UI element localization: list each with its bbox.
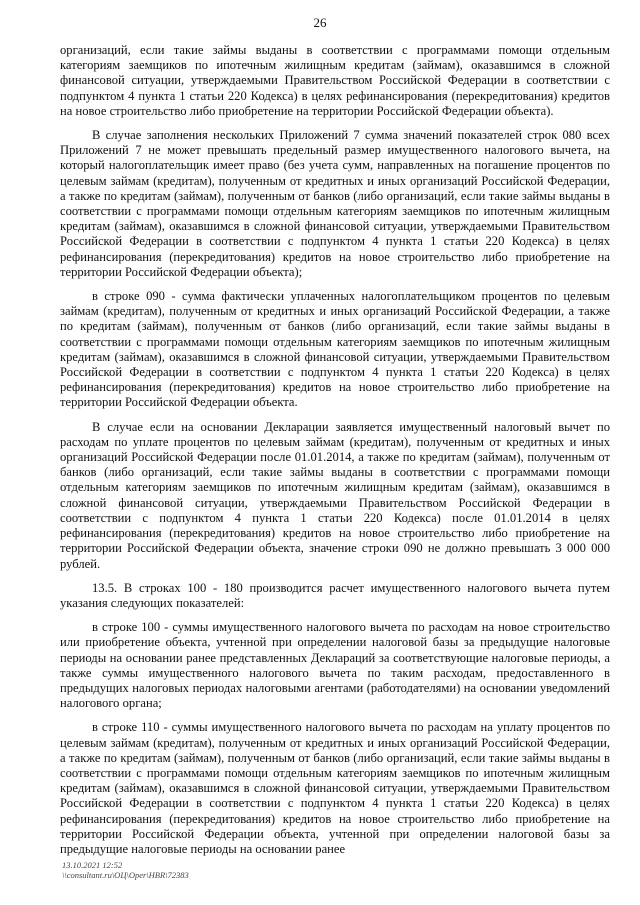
paragraph-multiple-appendices: В случае заполнения нескольких Приложений 7 сумма значений показателей строк 080 всех Приложений 7 не может превышать предельный размер имущественного налогового вычета, на который налогоплательщик имеет право (без учета сумм, направленных на погашение процентов по целевым займам (кредитам), полученным от кредитных и иных организаций Российской Федерации, а также по кредитам (займам), полученным от банков (либо организаций, если такие займы выданы в соответствии с программами помощи отдельным категориям заемщиков по ипотечным жилищным кредитам (займам), оказавшимся в сложной финансовой ситуации, утверждаемыми Правительством Российской Федерации в соответствии с подпунктом 4 пункта 1 статьи 220 Кодекса) в целях рефинансирования (перекредитования) кредитов на новое строительство либо приобретение на территории Российской Федерации объекта); — [60, 128, 610, 279]
paragraph-line-100: в строке 100 - суммы имущественного налогового вычета по расходам на новое строительство или приобретение объекта, учтенной при определении налоговой базы за предыдущие налоговые периоды на основании ранее представленных Деклараций за соответствующие налоговые периоды, а также суммы имущественного налогового вычета по таким расходам, предоставленного в предыдущих налоговых периодах налоговыми агентами (работодателями) на основании уведомлений налогового органа; — [60, 620, 610, 711]
paragraph-line-110: в строке 110 - суммы имущественного налогового вычета по расходам на уплату процентов по целевым займам (кредитам), полученным от кредитных и иных организаций Российской Федерации, а также по кредитам (займам), полученным от банков (либо организаций, если такие займы выданы в соответствии с программами помощи отдельным категориям заемщиков по ипотечным жилищным кредитам (займам), оказавшимся в сложной финансовой ситуации, утверждаемыми Правительством Российской Федерации в соответствии с подпунктом 4 пункта 1 статьи 220 Кодекса) в целях рефинансирования (перекредитования) кредитов на новое строительство либо приобретение на территории Российской Федерации объекта, учтенной при определении налоговой базы за предыдущие налоговые периоды на основании ранее — [60, 720, 610, 856]
footer-timestamp: 13.10.2021 12:52 — [62, 860, 123, 870]
page-number: 26 — [313, 15, 327, 30]
paragraph-section-13-5: 13.5. В строках 100 - 180 производится расчет имущественного налогового вычета путем указания следующих показателей: — [60, 580, 610, 610]
paragraph-line-090-limit: В случае если на основании Декларации заявляется имущественный налоговый вычет по расходам по уплате процентов по целевым займам (кредитам), полученным от кредитных и иных организаций Российской Федерации после 01.01.2014, а также по кредитам (займам), полученным от банков (либо организаций, если такие займы выданы в соответствии с программами помощи отдельным категориям заемщиков по ипотечным жилищным кредитам (займам), оказавшимся в сложной финансовой ситуации, утверждаемыми Правительством Российской Федерации в соответствии с подпунктом 4 пункта 1 статьи 220 Кодекса) после 01.01.2014 в целях рефинансирования (перекредитования) кредитов на новое строительство либо приобретение на территории Российской Федерации объекта, значение строки 090 не должно превышать 3 000 000 рублей. — [60, 419, 610, 571]
footer-path: \\consultant.ru\ОЦ\Oper\HBR\72383 — [62, 870, 189, 880]
document-footer — [62, 860, 189, 880]
paragraph-continuation: организаций, если такие займы выданы в соответствии с программами помощи отдельным категориям заемщиков по ипотечным жилищным кредитам (займам), оказавшимся в сложной финансовой ситуации, утверждаемыми Правительством Российской Федерации в соответствии с подпунктом 4 пункта 1 статьи 220 Кодекса) в целях рефинансирования (перекредитования) кредитов на новое строительство либо приобретение на территории Российской Федерации объекта). — [60, 43, 610, 118]
document-body — [60, 43, 610, 857]
paragraph-line-090: в строке 090 - сумма фактически уплаченных налогоплательщиком процентов по целевым займам (кредитам), полученным от кредитных и иных организаций Российской Федерации, а также по кредитам (займам), полученным от банков (либо организаций, если такие займы выданы в соответствии с программами помощи отдельным категориям заемщиков по ипотечным жилищным кредитам (займам), оказавшимся в сложной финансовой ситуации, утверждаемыми Правительством Российской Федерации в соответствии с подпунктом 4 пункта 1 статьи 220 Кодекса) в целях рефинансирования (перекредитования) кредитов на новое строительство либо приобретение на территории Российской Федерации объекта. — [60, 289, 610, 410]
